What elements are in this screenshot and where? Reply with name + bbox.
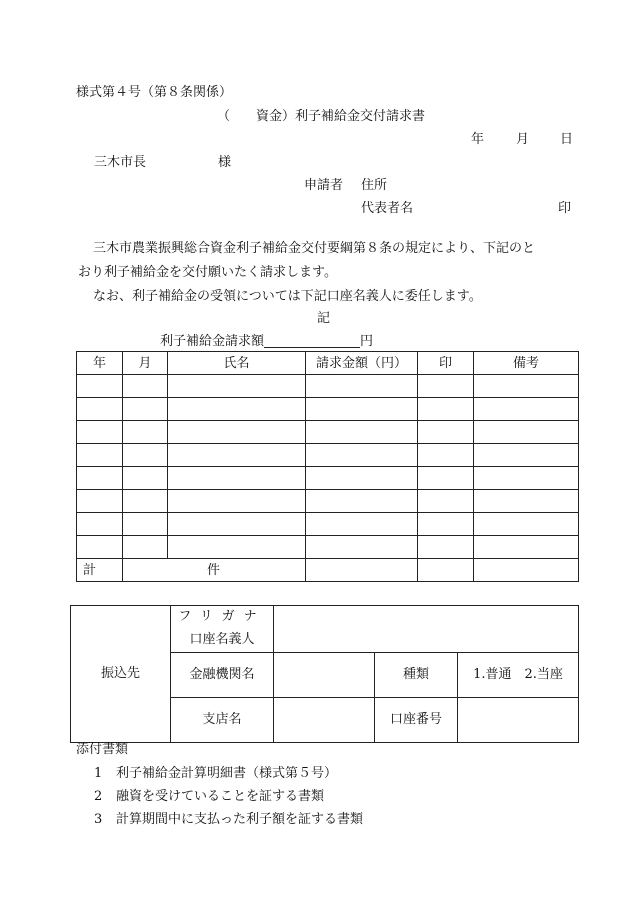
cell[interactable]	[306, 490, 418, 513]
cell[interactable]	[306, 444, 418, 467]
representative-label: 代表者名	[361, 201, 414, 216]
amount-row	[160, 335, 373, 348]
amount-blank	[264, 335, 360, 348]
cell[interactable]	[123, 444, 168, 467]
total-seal[interactable]	[418, 559, 474, 582]
date-month: 月	[516, 132, 530, 147]
furigana-label: フリガナ	[178, 609, 266, 624]
address-label: 住所	[361, 178, 388, 193]
honorific: 様	[218, 155, 232, 170]
cell[interactable]	[418, 421, 474, 444]
cell[interactable]	[474, 375, 579, 398]
cell[interactable]	[418, 398, 474, 421]
table-row	[77, 467, 579, 490]
table-row	[77, 398, 579, 421]
amount-label: 利子補給金請求額	[160, 334, 265, 349]
account-number-field[interactable]	[458, 697, 579, 742]
cell[interactable]	[474, 467, 579, 490]
cell[interactable]	[77, 375, 123, 398]
cell[interactable]	[77, 467, 123, 490]
attachment-item	[94, 767, 337, 780]
table-row	[77, 375, 579, 398]
bank-table	[70, 605, 579, 743]
total-remarks[interactable]	[474, 559, 579, 582]
cell[interactable]	[123, 421, 168, 444]
cell[interactable]	[77, 513, 123, 536]
cell[interactable]	[474, 490, 579, 513]
holder-label-cell	[171, 606, 274, 653]
cell[interactable]	[418, 467, 474, 490]
seal-mark: 印	[558, 201, 572, 216]
branch-label: 支店名	[171, 697, 274, 742]
account-holder-label: 口座名義人	[189, 631, 255, 647]
col-amount: 請求金額（円）	[306, 352, 418, 375]
attachment-text: 融資を受けていることを証する書類	[116, 789, 325, 804]
attachment-item	[94, 813, 363, 826]
col-month: 月	[123, 352, 168, 375]
total-label: 計	[77, 559, 123, 582]
total-count[interactable]	[123, 559, 306, 582]
cell[interactable]	[168, 421, 306, 444]
cell[interactable]	[418, 536, 474, 559]
amount-unit: 円	[360, 334, 374, 349]
cell[interactable]	[123, 513, 168, 536]
cell[interactable]	[123, 536, 168, 559]
table-header-row	[77, 352, 579, 375]
cell[interactable]	[123, 467, 168, 490]
cell[interactable]	[123, 375, 168, 398]
table-row	[77, 490, 579, 513]
cell[interactable]	[306, 536, 418, 559]
cell[interactable]	[123, 490, 168, 513]
cell[interactable]	[168, 536, 306, 559]
cell[interactable]	[77, 444, 123, 467]
table-row	[77, 444, 579, 467]
cell[interactable]	[418, 444, 474, 467]
cell[interactable]	[474, 421, 579, 444]
cell[interactable]	[77, 421, 123, 444]
account-holder-field[interactable]	[274, 606, 579, 653]
cell[interactable]	[168, 513, 306, 536]
cell[interactable]	[306, 375, 418, 398]
attachment-item	[94, 790, 324, 803]
cell[interactable]	[418, 513, 474, 536]
ki-mark: 記	[317, 311, 331, 326]
col-name: 氏名	[168, 352, 306, 375]
applicant-label: 申請者	[304, 178, 344, 193]
cell[interactable]	[168, 467, 306, 490]
table-row	[77, 513, 579, 536]
col-seal: 印	[418, 352, 474, 375]
table-total-row	[77, 559, 579, 582]
cell[interactable]	[306, 467, 418, 490]
cell[interactable]	[168, 444, 306, 467]
attachments-title: 添付書類	[76, 742, 129, 757]
date-day: 日	[560, 132, 574, 147]
cell[interactable]	[306, 398, 418, 421]
table-row	[77, 421, 579, 444]
attachment-text: 利子補給金計算明細書（様式第５号）	[116, 766, 338, 781]
cell[interactable]	[77, 398, 123, 421]
table-row	[77, 536, 579, 559]
body-para2: なお、利子補給金の受領については下記口座名義人に委任します。	[93, 289, 482, 304]
cell[interactable]	[306, 513, 418, 536]
cell[interactable]	[474, 513, 579, 536]
bank-name-label: 金融機関名	[171, 652, 274, 697]
bank-name-field[interactable]	[274, 652, 375, 697]
claims-table	[76, 351, 579, 582]
bank-row-holder	[71, 606, 579, 653]
branch-field[interactable]	[274, 697, 375, 742]
cell[interactable]	[418, 490, 474, 513]
account-number-label: 口座番号	[375, 697, 458, 742]
attachment-num: 1	[94, 766, 103, 781]
cell[interactable]	[168, 375, 306, 398]
cell[interactable]	[168, 490, 306, 513]
body-para1-line1: 三木市農業振興総合資金利子補給金交付要綱第８条の規定により、下記のと	[93, 241, 536, 256]
cell[interactable]	[418, 375, 474, 398]
col-remarks: 備考	[474, 352, 579, 375]
cell[interactable]	[77, 536, 123, 559]
attachment-num: 3	[94, 812, 103, 827]
col-year: 年	[77, 352, 123, 375]
account-type-label: 種類	[375, 652, 458, 697]
attachment-text: 計算期間中に支払った利子額を証する書類	[116, 812, 364, 827]
body-para1-line2: おり利子補給金を交付願いたく請求します。	[78, 265, 337, 280]
transfer-destination: 振込先	[71, 606, 171, 743]
cell[interactable]	[474, 536, 579, 559]
count-unit: 件	[207, 562, 221, 578]
cell[interactable]	[123, 398, 168, 421]
document-title: （ 資金）利子補給金交付請求書	[217, 109, 426, 124]
date-year: 年	[471, 132, 485, 147]
cell[interactable]	[474, 444, 579, 467]
attachment-num: 2	[94, 789, 103, 804]
cell[interactable]	[77, 490, 123, 513]
account-type-options[interactable]: 1.普通 2.当座	[458, 652, 579, 697]
form-number: 様式第４号（第８条関係）	[76, 85, 233, 100]
addressee: 三木市長	[94, 155, 147, 170]
cell[interactable]	[168, 398, 306, 421]
cell[interactable]	[474, 398, 579, 421]
total-amount[interactable]	[306, 559, 418, 582]
cell[interactable]	[306, 421, 418, 444]
